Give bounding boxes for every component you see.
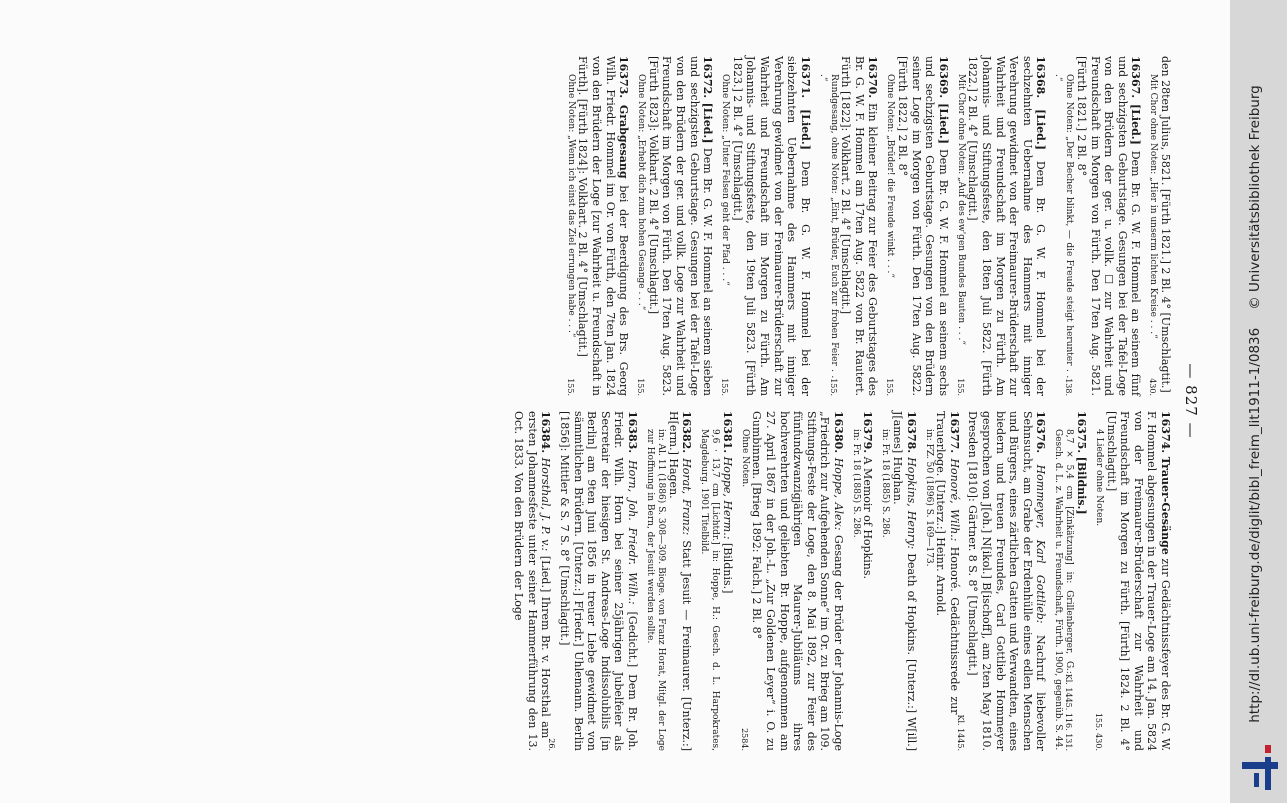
entry-text: Gesang der Brüder der Johannis-Loge „Friedrich zur Aufgehenden Sonne“ im Or. zu Brieg am 109. Stiftungs-Feste der Loge, den 8. Mai 1892, zur Feier des fünfundzwanzigjährigen Maurer-Jubiläums ihres hochverehrten und geliebten Br. Hoppe, aufgenommen am 27. April 1867 in der Joh.-L. „Zur Goldenen Leyer“ i. O. zu Gumbinnen. [Brieg 1892: Falch.] 2 Bl. 8° [750, 411, 845, 752]
entry-note-text: Ohne Noten. [739, 429, 750, 488]
bibliography-entry [885, 56, 950, 396]
bibliography-entry [635, 56, 714, 396]
entry-lead: [Lied.] [936, 103, 950, 144]
entry-lead: Hoppe, Herm.: [720, 456, 734, 540]
entry-note [880, 411, 891, 751]
entry-number: 16370. [866, 56, 880, 99]
entry-text: Statt Jesuit — Freimaurer. [Unterz.:] H[erm.] Hagen. [666, 411, 694, 751]
bibliography-entry [850, 411, 875, 751]
entry-note [698, 411, 720, 751]
entry-note-text: 4 Lieder ohne Noten. [1094, 429, 1105, 527]
entry-lead: Hopkins, Henry: [904, 457, 918, 550]
entry-number: 16373. [617, 56, 631, 99]
entry-note-text: Ohne Noten: „Unter Felsen geht der Pfad . . .“ [720, 74, 731, 286]
entry-text: A Memoir of Hopkins. [861, 456, 875, 580]
entry-note-text: in: Fr. 18 (1885) S. 286. [880, 429, 891, 538]
entry-note [739, 411, 750, 751]
bibliography-entry [955, 411, 1048, 751]
entry-text: Dem Br. G. W. F. Hommel bei der siebzehnten Uebernahme des Hammers mit inniger Verehrung gewidmet von der Freimaurer-Brüderschaft zur Wahrheit und Freundschaft im Morgen zu Fürth. Am Johannis- und Stiftungsfeste, den 19ten Juli 5823. [Fürth 1823.] 2 Bl. 4° [Umschlagtit.] [730, 56, 812, 397]
bibliography-entry [923, 411, 961, 751]
entry-note-text: Ohne Noten: „Wenn ich einst das Ziel errungen habe . . .“ [565, 74, 576, 338]
entry-text: bei der Beerdigung des Brs. Georg Wilh. Friedr. Hommel im Or. von Fürth, den 7ten Jan. 1824 von den Brüdern der Loge [zur Wahrheit u. Freundschaft in Fürth]. [Fürth 1824]: Volkhart. 2 Bl. 4° [Umschlagtit.] [576, 56, 631, 397]
entry-note [923, 411, 934, 751]
entry-note [1093, 411, 1104, 751]
bibliography-entry [644, 411, 693, 751]
entry-lead: Grabgesang [617, 104, 631, 179]
entry-note-text: in: Fr. 18 (1885) S. 286. [850, 429, 861, 538]
entry-note-text: Ohne Noten: „Brüder! die Freude winkt . . .“ [885, 74, 896, 278]
entry-reference: 2584. [739, 728, 749, 751]
entry-reference: 26. [547, 738, 557, 751]
entry-reference: 430. [1148, 378, 1158, 396]
entry-note [817, 56, 839, 396]
bibliography-entry [512, 411, 553, 751]
entry-lead: [Bildnis.] [1075, 456, 1089, 515]
entry-note [885, 56, 896, 396]
entry-text: Dem Br. G. W. F. Hommel bei der sechzehnten Uebernahme des Hammers mit inniger Verehrung gewidmet von der Freimaurer-Brüderschaft zur Wahrheit und Freundschaft im Morgen zu Fürth. Am Johannis- und Stiftungsfeste, den 18ten Juli 5822. [Fürth 1822.] 2 Bl. 4° [Umschlagtit.] [966, 56, 1048, 397]
bibliography-entry [955, 56, 1048, 396]
entry-lead: [Lied.] [1129, 103, 1143, 145]
entry-number: 16367. [1129, 56, 1143, 99]
entry-number: 16377. [947, 411, 961, 454]
entry-text: Honoré. Gedächtnissrede zur Trauerloge. [Unterz.:] Heinr. Arnold. [934, 411, 961, 715]
entry-lead: [Lied.] [701, 102, 715, 144]
entry-number: 16379. [861, 411, 875, 454]
entry-number: 16382. [680, 411, 694, 454]
entry-reference: 155. [828, 378, 838, 396]
bibliography-entry [719, 56, 812, 396]
entry-reference: 155. 430. [1094, 712, 1104, 751]
bibliography-entry [739, 411, 845, 751]
entry-note [850, 411, 861, 751]
entry-note [1052, 56, 1074, 396]
entry-note-text: 8,7 × 5,4 cm [Zinkätzung] in: Grillenberger, G.: Gesch. d. L. z. Wahrheit u. Freundschaft, Fürth. 1900, gegenüb. S. 44. [1053, 429, 1075, 751]
entry-note-text: Mit Chor ohne Noten: „Hier in unserm lichten Kreise . . .“ [1148, 74, 1159, 339]
entry-text: [Gedicht.] Dem Br. Joh. Friedr. Wilh. Horn bei seiner 25jährigen Jubelfeier als Secretair der hiesigen St. Andreas-Loge Indissolubilis [in Berlin] am 9ten Juni 1856 in treuer Liebe gewidmet von sämmtlichen Brüdern. [Unterz.:] F[riedr.] Uhlemann. Berlin [1856]: Mittler & S. 7 S. 8° [Umschlagtit.] [558, 411, 639, 752]
entry-number: 16380. [831, 411, 845, 454]
library-logo-icon [1240, 745, 1280, 790]
entry-note-text: Ohne Noten: „Erhebt dich zum hohen Gesange . . .“ [636, 74, 647, 311]
entry-lead: Horsthal, J. P. v.: [539, 457, 553, 552]
entry-reference: Kl. 1445. [955, 714, 965, 751]
entry-text: Nachruf liebevoller Sehnsucht, am Grabe der Erdenhülle eines edlen Menschen und Bürgers, eines zärtlichen Gatten und Verwandten, eines biedern und treuen Freundes, Carl Gottlieb Hommeyer gesprochen von J[oh.] N[ikol.] B[ischoff], am 2ten May 1810. Dresden [1810]: Gärtner. 8 S. 8° [Umschlagtit.] [966, 411, 1048, 751]
entry-number: 16376. [1034, 411, 1048, 454]
entry-text: Dem Br. G. W. F. Hommel an seinem sechs und sechzigsten Geburtstage. Gesungen von den Brüdern seiner Loge im Morgen von Fürth. Den 17ten Aug. 5822. [Fürth 1822.] 2 Bl. 8° [896, 56, 950, 396]
entry-note-text: in: Al. 11 (1886) S. 308—309. Bioge. von Franz Horat, Mitgl. der Loge zur Hoffnung in Bern, der Jesuit werden sollte. [644, 429, 666, 751]
entry-reference: 155. [636, 378, 646, 396]
bibliography-entry [547, 411, 639, 752]
entry-number: 16372. [701, 56, 715, 99]
entry-text: Ein kleiner Beitrag zur Feier des Geburtstages des Br. G. W. F. Hommel am 17ten Aug. 5822 von Br. Rautert. Fürth [1822]: Volkhart. 2 Bl. 4° [Umschlagtit.] [839, 56, 880, 397]
viewer-sidebar [1230, 0, 1287, 803]
entry-note [719, 56, 730, 396]
entry-lead: Honoré, Wilh.: [947, 458, 961, 542]
bibliography-entry [565, 56, 630, 396]
entry-text: den 28ten Julius, 5821. [Fürth 1821.] 2 Bl. 4° [Umschlagtit.] [1159, 56, 1172, 393]
entry-number: 16369. [936, 56, 950, 99]
entry-reference: Kl. 1445. 116. 131. [1064, 673, 1074, 751]
entry-note [565, 56, 576, 396]
entry-lead: [Lied.] [798, 109, 812, 150]
entry-note-text: Rundgesang, ohne Noten: „Eint, Brüder, Euch zur frohen Feier . . .“ [817, 74, 839, 379]
sidebar-caption [1247, 5, 1269, 785]
entry-lead: Horat, Franz: [680, 458, 694, 536]
entry-number: 16368. [1034, 56, 1048, 99]
entry-text: Dem Br. G. W. F. Hommel an seinem fünf und sechzigsten Geburtstage. Gesungen bei der Tafel-Loge von den Brüdern der ger. u. vollk. ☐ zur Wahrheit und Freundschaft im Morgen von Fürth. Den 17ten Aug. 5821. [Fürth 1821.] 2 Bl. 8° [1075, 56, 1143, 396]
entry-note [644, 411, 666, 751]
bibliography-entry [698, 411, 734, 751]
bibliography-entry [817, 56, 880, 396]
page-header: — 827 — [1182, 363, 1200, 439]
entry-reference: 155. [720, 378, 730, 396]
column-left [560, 56, 1172, 396]
entry-number: 16381. [720, 411, 734, 454]
entry-note-text: Ohne Noten: „Der Becher blinkt, — die Freude steigt herunter . . .“ [1053, 74, 1075, 379]
entry-text: zur Gedächtnissfeyer des Br. G. W. F. Hommel abgesungen in der Trauer-Loge am 14. Jan. 5824 von der Freimaurer-Brüderschaft zur Wahrheit und Freundschaft im Morgen zu Fürth. [Fürth] 1824. 2 Bl. 4° [Umschlagtit.] [1104, 411, 1172, 751]
entry-note [955, 56, 966, 396]
entry-number: 16375. [1075, 411, 1089, 454]
entry-note [1052, 411, 1074, 751]
copyright-text: © Universitätsbibliothek Freiburg [1247, 85, 1263, 310]
entry-number: 16383. [625, 411, 639, 454]
entry-reference: 155. [955, 378, 965, 396]
entry-lead: Trauer-Gesänge [1159, 456, 1172, 555]
entry-note [1147, 56, 1158, 396]
entry-lead: Horn, Joh. Friedr. Wilh.: [625, 460, 639, 605]
rotated-page-content [20, 16, 1210, 786]
entry-number: 16378. [904, 411, 918, 454]
entry-number: 16374. [1159, 411, 1172, 454]
entry-number: 16371. [798, 56, 812, 99]
entry-note [635, 56, 646, 396]
entry-number: 16384. [539, 411, 553, 454]
entry-text: Death of Hopkins. [Unterz.:] W[ill.] J[ames] Hughan. [891, 411, 918, 752]
bibliography-entry [1052, 56, 1142, 396]
entry-note-text: in: FZ. 50 (1896) S. 169—173. [923, 429, 934, 567]
entry-lead: Hoppe, Alex: [831, 457, 845, 531]
entry-text: [Bildnis.] [720, 542, 734, 594]
entry-reference: 155. [565, 378, 575, 396]
entry-note-text: Mit Chor ohne Noten: „Auf des ew'gen Bundes Bauten . . .“ [955, 74, 966, 345]
bibliography-entry [1052, 411, 1088, 751]
entry-text: [Lied.] Ihrem Br. v. Horsthal am ersten Johannesfeste unter seiner Hammerführung den 13. Oct. 1833. Von den Brüdern der Loge [512, 411, 553, 751]
bibliography-entry [880, 411, 918, 751]
entry-lead: Hommeyer, Karl Gottlieb: [1034, 464, 1048, 624]
entry-lead: [Lied.] [1034, 109, 1048, 150]
bibliography-entry [1093, 411, 1172, 751]
entry-reference: 138. [1064, 378, 1074, 396]
bibliography-entry [1147, 56, 1172, 396]
column-right [507, 411, 1172, 751]
entry-text: Dem Br. G. W. F. Hommel an seinem sieben und sechzigsten Geburtstage. Gesungen bei der Tafel-Loge von den Brüdern der ger. und vollk. Loge zur Wahrheit und Freundschaft im Morgen von Fürth. Den 17ten Aug. 5823. [Fürth 1823]: Volkhart. 2 Bl. 4° [Umschlagtit.] [646, 56, 715, 397]
entry-note-text: 9,6 · 13,7 cm [Lichtdr.] in: Hoppe, H.: Gesch. d. L. Harpokrates, Magdeburg. 1901 Titelbild. [699, 429, 721, 751]
source-url-link[interactable]: http://dl.ub.uni-freiburg.de/diglit/bibl_freim_lit1911-1/0836 [1247, 327, 1263, 723]
entry-reference: 155. [885, 378, 895, 396]
